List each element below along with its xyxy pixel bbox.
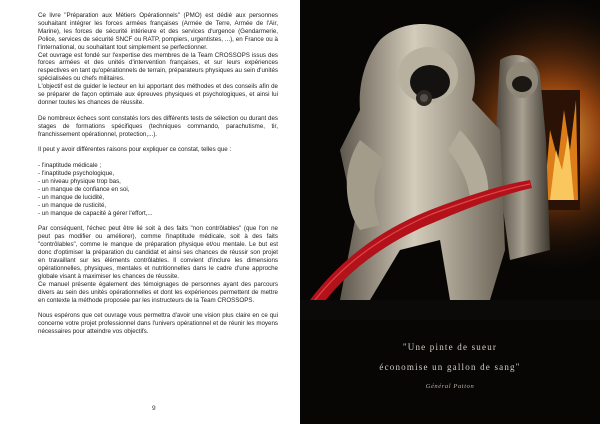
closing-paragraph: Nous espérons que cet ouvrage vous permettra d'avoir une vision plus claire en ce qui concerne votre projet professionnel dans l'univers opérationnel et de réunir les moyens nécessaires pour atteindre vos objectifs.	[38, 312, 278, 336]
intro-paragraph: Ce livre "Préparation aux Métiers Opérationnels" (PMO) est dédié aux personnes souhaitant intégrer les forces armées françaises (Armée de Terre, Armée de l'Air, Marine), les forces de sécurité intérieure et des services d'urgence (Gendarmerie, Police, services de sécurité SNCF ou RATP, pompiers, urgentistes, ...), en France ou à l'international, ou souhaitant tout simplement se perfectionner.	[38, 12, 278, 51]
list-item: - l'inaptitude psychologique,	[38, 170, 115, 178]
list-item: - un manque de rusticité,	[38, 201, 107, 209]
list-item: - l'inaptitude médicale ;	[38, 162, 102, 170]
list-item: - un manque de lucidité,	[38, 193, 105, 201]
list-item: - un niveau physique trop bas,	[38, 177, 121, 185]
reasons-list	[38, 162, 278, 217]
testimonies-paragraph: Ce manuel présente également des témoignages de personnes ayant des parcours divers au sein des unités opérationnelles et dont les expériences permettent de mettre en contexte la méthode proposée par les instructeurs de la Team CROSSOPS.	[38, 280, 278, 304]
quote-author: Général Patton	[425, 383, 475, 390]
quote-line-2: économise un gallon de sang"	[379, 362, 521, 372]
page-number: 9	[152, 405, 156, 412]
photo-page	[300, 0, 600, 424]
list-item: - un manque de capacité à gérer l'effort,...	[38, 209, 153, 217]
reasons-intro: Il peut y avoir différentes raisons pour expliquer ce constat, telles que :	[38, 146, 232, 154]
failures-paragraph: De nombreux échecs sont constatés lors des différents tests de sélection ou durant des stages de formations spécifiques (techniques commando, parachutisme, tir, franchissement opérationnel, protection,...).	[38, 114, 278, 138]
quote-line-1: "Une pinte de sueur	[402, 342, 498, 352]
expertise-paragraph: Cet ouvrage est fondé sur l'expertise des membres de la Team CROSSOPS issus des forces armées et des unités d'intervention françaises, et sur leurs expériences respectives en tant qu'opérationnels de terrain, préparateurs physiques au sein d'unités spécialisées ou chefs militaires.	[38, 51, 278, 83]
list-item: - un manque de confiance en soi,	[38, 185, 130, 193]
firefighter-photo	[300, 0, 600, 320]
objective-paragraph: L'objectif est de guider le lecteur en lui apportant des méthodes et des conseils afin de se préparer de façon optimale aux épreuves physiques et psychologiques, et ainsi lui donner toutes les chances de réussite.	[38, 83, 278, 106]
consequence-paragraph: Par conséquent, l'échec peut être lié soit à des faits "non contrôlables" (que l'on ne peut pas modifier ou améliorer), comme l'inaptitude médicale, soit à des faits "contrôlables", comme le manque de préparation physique et/ou mentale. Le but est donc d'optimiser la préparation du candidat et ainsi ses chances de réussir son projet en travaillant sur les éléments contrôlables. Il convient d'inclure les dimensions opérationnelles, physiques, mentales et nutritionnelles dans le cadre d'une approche globale visant à maximiser les chances de réussite.	[38, 225, 278, 280]
body-text	[38, 12, 278, 336]
